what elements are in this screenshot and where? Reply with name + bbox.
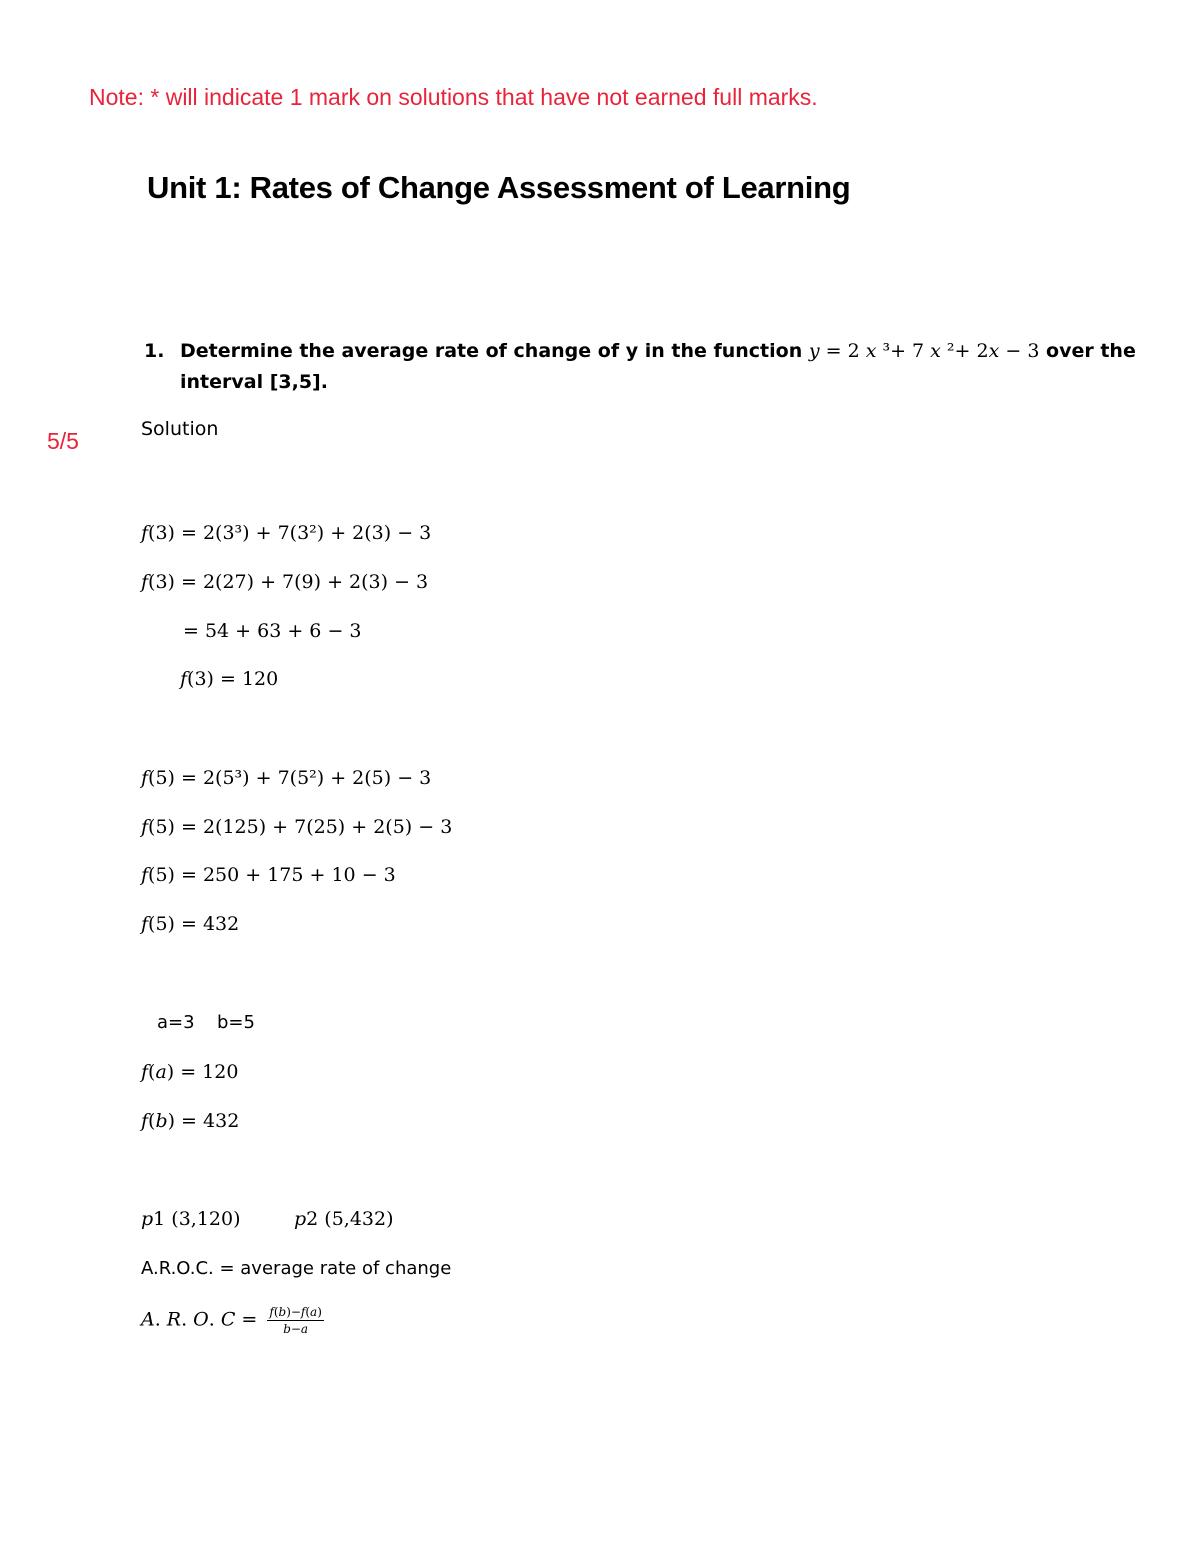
point-1: 𝑝1 (3,120) (141, 1208, 241, 1230)
question-text: Determine the average rate of change of y in the function (180, 340, 803, 362)
question-number: 1. (144, 340, 165, 362)
f3-step-3: = 54 + 63 + 6 − 3 (183, 620, 362, 642)
aroc-formula-lhs: 𝐴. 𝑅. 𝑂. 𝐶 = (141, 1308, 258, 1331)
question-line-2: interval [3,5]. (180, 371, 328, 393)
solution-label: Solution (141, 418, 219, 440)
point-2: 𝑝2 (5,432) (294, 1208, 394, 1230)
f-of-b: 𝑓(𝑏) = 432 (141, 1110, 240, 1132)
marking-note: Note: * will indicate 1 mark on solutions that have not earned full marks. (89, 84, 818, 110)
aroc-denominator: 𝑏−𝑎 (283, 1322, 309, 1336)
f3-step-1: 𝑓(3) = 2(3³) + 7(3²) + 2(3) − 3 (141, 522, 432, 544)
page-title: Unit 1: Rates of Change Assessment of Learning (147, 170, 851, 205)
a-value: a=3 (157, 1012, 195, 1033)
grade-mark: 5/5 (47, 428, 79, 454)
question-text-after: over the (1046, 340, 1136, 362)
f3-step-2: 𝑓(3) = 2(27) + 7(9) + 2(3) − 3 (141, 571, 429, 593)
aroc-definition: A.R.O.C. = average rate of change (141, 1258, 452, 1279)
f5-result: 𝑓(5) = 432 (141, 913, 240, 935)
aroc-numerator: 𝑓(𝑏)−𝑓(𝑎) (269, 1305, 322, 1319)
f5-step-1: 𝑓(5) = 2(5³) + 7(5²) + 2(5) − 3 (141, 767, 432, 789)
question-1 (144, 336, 1136, 398)
b-value: b=5 (217, 1012, 255, 1033)
f3-result: 𝑓(3) = 120 (180, 668, 279, 690)
aroc-fraction (267, 1305, 324, 1336)
f-of-a: 𝑓(𝑎) = 120 (141, 1061, 239, 1083)
f5-step-3: 𝑓(5) = 250 + 175 + 10 − 3 (141, 864, 396, 886)
question-function: 𝑦 = 2 𝑥 ³+ 7 𝑥 ²+ 2𝑥 − 3 (808, 340, 1040, 362)
aroc-formula (141, 1305, 324, 1336)
f5-step-2: 𝑓(5) = 2(125) + 7(25) + 2(5) − 3 (141, 816, 453, 838)
